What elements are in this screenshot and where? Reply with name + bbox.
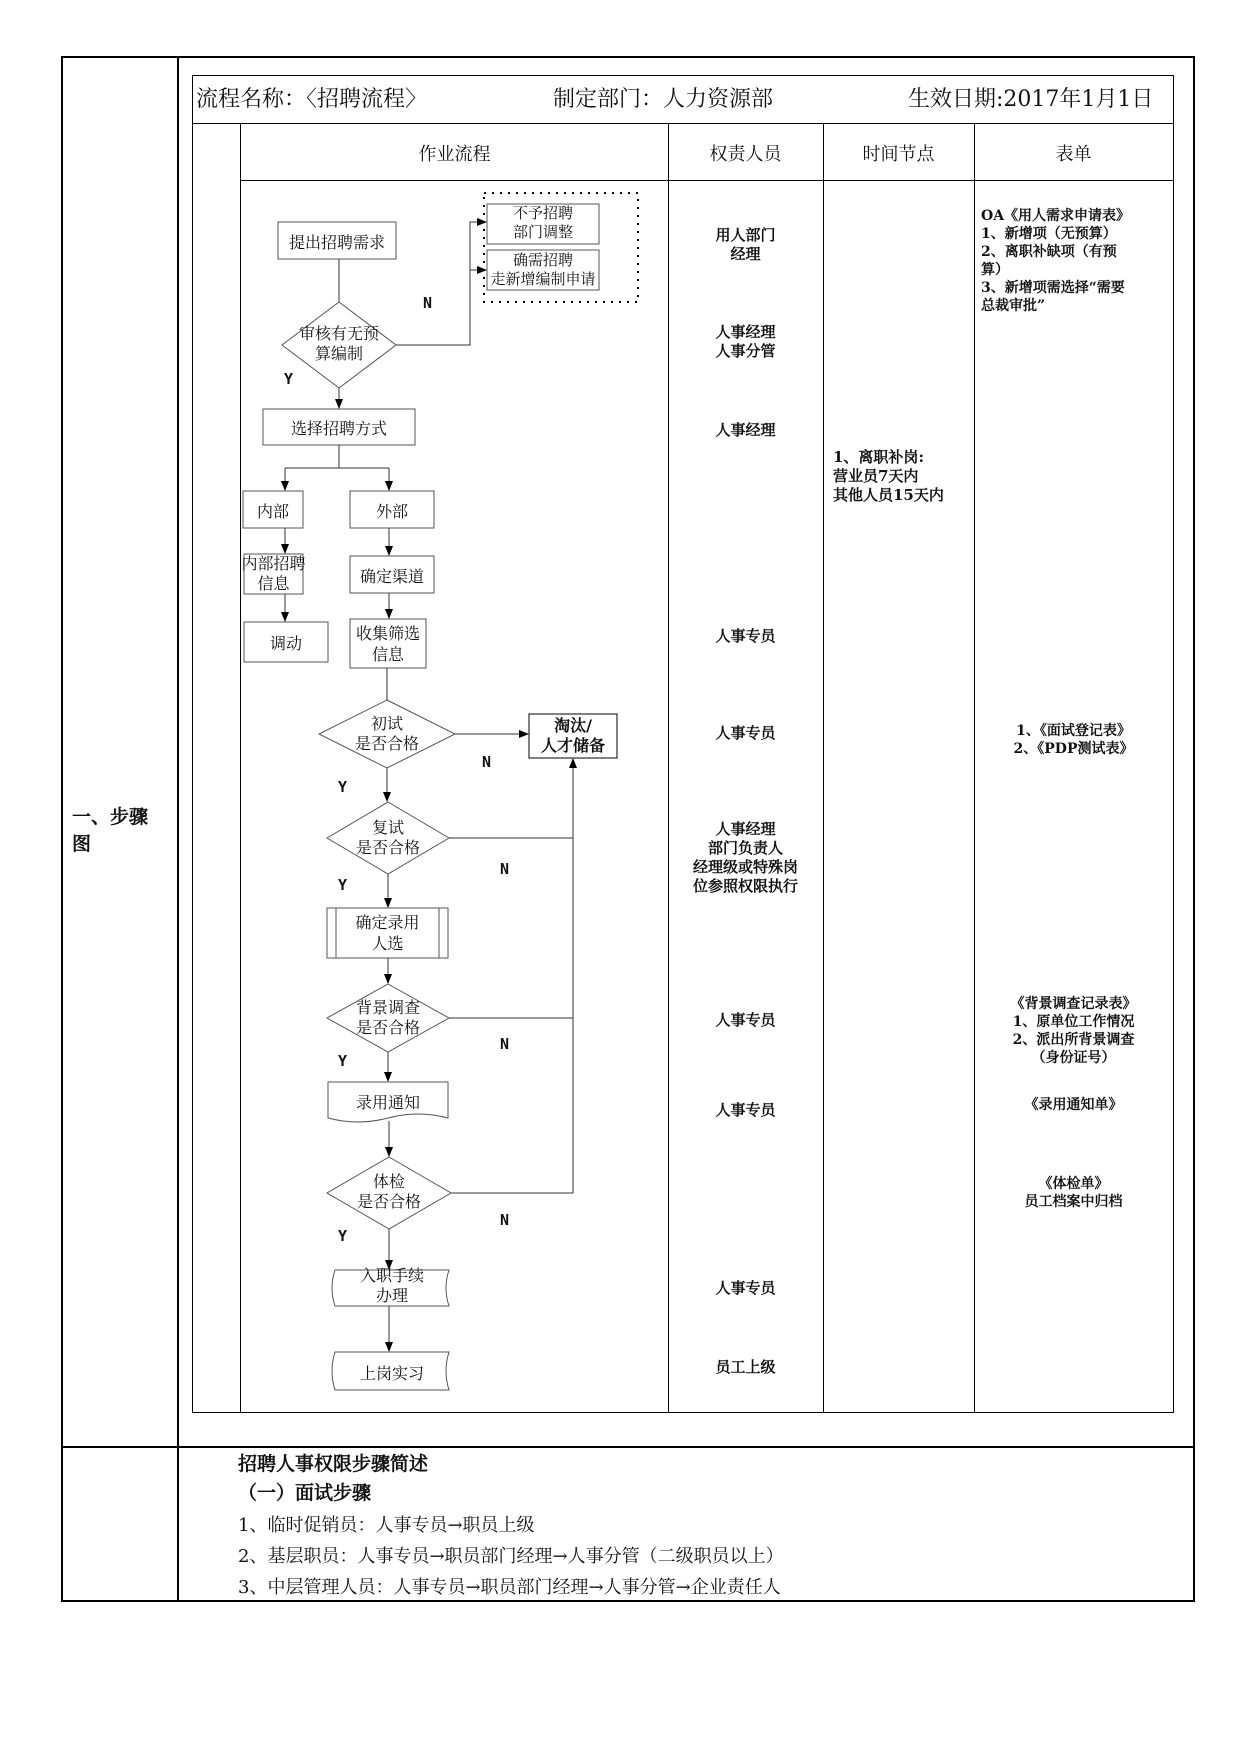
responsible-6-line-2: 部门负责人 bbox=[707, 839, 783, 857]
node-first-interview-line-1: 初试 bbox=[370, 714, 403, 733]
responsible-8: 人事专员 bbox=[715, 1101, 776, 1119]
summary-title: 招聘人事权限步骤简述 bbox=[238, 1453, 429, 1475]
summary-subtitle: （一）面试步骤 bbox=[238, 1482, 372, 1504]
node-no-recruit-line-2: 部门调整 bbox=[512, 223, 573, 241]
node-onboard-line-1: 入职手续 bbox=[359, 1266, 424, 1285]
forms-1-line-2: 1、新增项（无预算） bbox=[981, 226, 1117, 242]
responsible-2-line-2: 人事分管 bbox=[715, 342, 776, 360]
node-eliminate-label bbox=[529, 716, 617, 756]
label-n-second: N bbox=[500, 860, 510, 878]
node-background-line-2: 是否合格 bbox=[355, 1018, 420, 1037]
responsible-1-line-2: 经理 bbox=[730, 245, 761, 263]
forms-1-line-3: 2、离职补缺项（有预 bbox=[981, 244, 1117, 260]
label-n-check: N bbox=[423, 294, 433, 312]
node-no-recruit-line-1: 不予招聘 bbox=[512, 204, 573, 222]
forms-3-line-1: 《背景调查记录表》 bbox=[1010, 996, 1137, 1012]
node-confirm-hire-line-2: 人选 bbox=[371, 934, 404, 953]
label-n-background: N bbox=[500, 1035, 510, 1053]
label-y-second: Y bbox=[338, 876, 348, 894]
time-node bbox=[833, 448, 944, 505]
forms-1 bbox=[981, 207, 1130, 315]
col-header-time-node: 时间节点 bbox=[862, 144, 935, 165]
section-label-line-2: 图 bbox=[72, 833, 92, 855]
node-internal-info-line-2: 信息 bbox=[257, 574, 290, 593]
col-header-forms: 表单 bbox=[1055, 144, 1092, 165]
forms-1-line-4: 算） bbox=[981, 262, 1009, 278]
node-notice-label: 录用通知 bbox=[355, 1093, 420, 1112]
forms-3-line-2: 1、原单位工作情况 bbox=[1012, 1014, 1135, 1030]
process-name: 流程名称：〈招聘流程〉 bbox=[196, 87, 428, 112]
node-onboard-label bbox=[335, 1266, 449, 1306]
responsible-7: 人事专员 bbox=[715, 1011, 776, 1029]
node-eliminate-line-2: 人才储备 bbox=[540, 736, 605, 755]
node-probation-label: 上岗实习 bbox=[359, 1364, 424, 1383]
col-header-responsible: 权责人员 bbox=[709, 144, 782, 165]
responsible-1-line-1: 用人部门 bbox=[715, 226, 776, 244]
summary-item-3: 3、中层管理人员：人事专员→职员部门经理→人事分管→企业责任人 bbox=[238, 1577, 781, 1598]
forms-5-line-1: 《体检单》 bbox=[1038, 1176, 1109, 1192]
time-node-line-3: 其他人员15天内 bbox=[833, 486, 944, 504]
node-no-recruit-label bbox=[487, 204, 599, 242]
responsible-2-line-1: 人事经理 bbox=[715, 323, 776, 341]
forms-2 bbox=[974, 722, 1173, 758]
label-y-physical: Y bbox=[338, 1227, 348, 1245]
node-confirm-hire-line-1: 确定录用 bbox=[355, 913, 420, 932]
label-n-first: N bbox=[482, 753, 492, 771]
node-choose-method-label: 选择招聘方式 bbox=[290, 419, 387, 438]
node-eliminate-line-1: 淘汰/ bbox=[554, 716, 592, 735]
responsible-6 bbox=[668, 820, 823, 896]
forms-1-line-1: OA《用人需求申请表》 bbox=[981, 208, 1131, 224]
section-label-line-1: 一、步骤 bbox=[72, 806, 149, 828]
responsible-4: 人事专员 bbox=[715, 627, 776, 645]
node-transfer-label: 调动 bbox=[269, 634, 302, 653]
responsible-1 bbox=[668, 226, 823, 264]
forms-1-line-5: 3、新增项需选择“需要 bbox=[981, 280, 1125, 296]
node-onboard-line-2: 办理 bbox=[375, 1286, 408, 1305]
node-internal-info-label bbox=[241, 554, 306, 594]
node-confirm-channel-label: 确定渠道 bbox=[359, 567, 424, 586]
effective-date: 生效日期:2017年1月1日 bbox=[908, 87, 1154, 112]
node-submit-label: 提出招聘需求 bbox=[288, 233, 385, 252]
department: 制定部门：人力资源部 bbox=[553, 87, 774, 112]
node-background-line-1: 背景调查 bbox=[355, 998, 420, 1017]
node-first-interview-line-2: 是否合格 bbox=[354, 734, 419, 753]
node-internal-label: 内部 bbox=[256, 502, 289, 521]
node-check-budget-label bbox=[282, 324, 396, 364]
node-background-label bbox=[327, 998, 449, 1038]
label-y-first: Y bbox=[338, 778, 348, 796]
responsible-9: 人事专员 bbox=[715, 1279, 776, 1297]
responsible-10: 员工上级 bbox=[715, 1358, 776, 1376]
responsible-6-line-4: 位参照权限执行 bbox=[692, 877, 798, 895]
node-need-recruit-label bbox=[487, 251, 599, 289]
label-y-background: Y bbox=[338, 1052, 348, 1070]
node-confirm-hire-label bbox=[327, 912, 448, 954]
responsible-6-line-1: 人事经理 bbox=[715, 820, 776, 838]
time-node-line-1: 1、离职补岗: bbox=[833, 448, 924, 466]
forms-2-line-2: 2、《PDP测试表》 bbox=[1013, 741, 1134, 757]
node-collect-line-2: 信息 bbox=[371, 645, 404, 664]
node-second-interview-label bbox=[327, 818, 449, 858]
node-need-recruit-line-1: 确需招聘 bbox=[512, 251, 573, 269]
summary-item-1: 1、临时促销员：人事专员→职员上级 bbox=[238, 1515, 535, 1536]
label-n-physical: N bbox=[500, 1211, 510, 1229]
forms-4: 《录用通知单》 bbox=[1024, 1097, 1123, 1113]
summary-item-2: 2、基层职员：人事专员→职员部门经理→人事分管（二级职员以上） bbox=[238, 1546, 784, 1567]
forms-2-line-1: 1、《面试登记表》 bbox=[1016, 723, 1131, 739]
forms-3-line-4: （身份证号） bbox=[1031, 1050, 1116, 1066]
node-second-interview-line-1: 复试 bbox=[371, 818, 404, 837]
responsible-2 bbox=[668, 323, 823, 361]
node-collect-label bbox=[350, 623, 426, 665]
node-collect-line-1: 收集筛选 bbox=[355, 624, 420, 643]
node-physical-label bbox=[327, 1172, 451, 1212]
responsible-5: 人事专员 bbox=[715, 724, 776, 742]
node-external-label: 外部 bbox=[375, 502, 408, 521]
forms-3 bbox=[974, 995, 1173, 1067]
forms-5 bbox=[974, 1175, 1173, 1211]
node-first-interview-label bbox=[319, 714, 455, 754]
node-physical-line-2: 是否合格 bbox=[356, 1192, 421, 1211]
node-check-budget-line-1: 审核有无预 bbox=[298, 324, 379, 343]
node-need-recruit-line-2: 走新增编制申请 bbox=[490, 270, 596, 288]
forms-3-line-3: 2、派出所背景调查 bbox=[1012, 1032, 1135, 1048]
label-y-check: Y bbox=[284, 370, 294, 388]
node-check-budget-line-2: 算编制 bbox=[314, 344, 363, 363]
node-physical-line-1: 体检 bbox=[372, 1172, 405, 1191]
responsible-3: 人事经理 bbox=[715, 421, 776, 439]
responsible-6-line-3: 经理级或特殊岗 bbox=[692, 858, 798, 876]
forms-5-line-2: 员工档案中归档 bbox=[1024, 1194, 1123, 1210]
time-node-line-2: 营业员7天内 bbox=[833, 467, 919, 485]
forms-1-line-6: 总裁审批” bbox=[981, 298, 1046, 314]
col-header-workflow: 作业流程 bbox=[418, 144, 491, 165]
node-second-interview-line-2: 是否合格 bbox=[355, 838, 420, 857]
node-internal-info-line-1: 内部招聘 bbox=[241, 554, 306, 573]
